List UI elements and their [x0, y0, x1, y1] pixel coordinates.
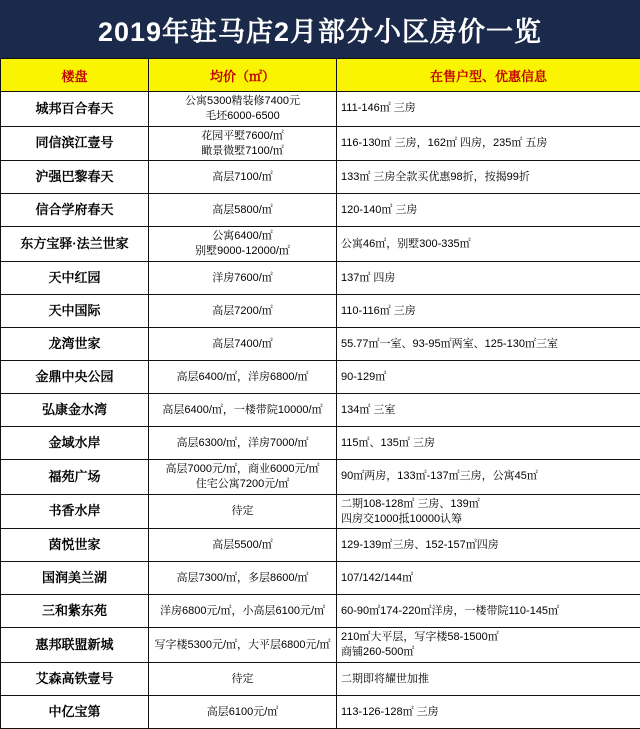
cell-average-price: [149, 92, 337, 127]
cell-average-price-line: 高层6100元/㎡: [153, 705, 332, 720]
cell-average-price-line: 毛坯6000-6500: [153, 109, 332, 124]
cell-unit-info: [337, 494, 640, 529]
cell-unit-info: [337, 161, 640, 194]
cell-average-price: [149, 394, 337, 427]
cell-unit-info-line: 137㎡ 四房: [341, 271, 636, 286]
cell-average-price-line: 高层7200/㎡: [153, 304, 332, 319]
document-title-bar: [0, 0, 640, 58]
table-row: [1, 161, 640, 194]
cell-average-price: [149, 494, 337, 529]
cell-project-name-line: 弘康金水湾: [5, 402, 144, 418]
cell-average-price: [149, 562, 337, 595]
cell-average-price: [149, 427, 337, 460]
cell-average-price: [149, 663, 337, 696]
table-row: [1, 663, 640, 696]
cell-average-price: [149, 262, 337, 295]
cell-average-price: [149, 126, 337, 161]
cell-project-name: [1, 460, 149, 495]
cell-average-price: [149, 529, 337, 562]
cell-unit-info: [337, 663, 640, 696]
cell-project-name: [1, 494, 149, 529]
cell-project-name-line: 艾森高铁壹号: [5, 671, 144, 687]
table-row: [1, 328, 640, 361]
cell-project-name: [1, 194, 149, 227]
table-row: [1, 194, 640, 227]
cell-project-name: [1, 295, 149, 328]
cell-average-price: [149, 161, 337, 194]
cell-average-price-line: 洋房6800元/㎡，小高层6100元/㎡: [153, 604, 332, 619]
cell-project-name: [1, 126, 149, 161]
cell-project-name: [1, 595, 149, 628]
cell-average-price-line: 高层5500/㎡: [153, 538, 332, 553]
cell-unit-info-line: 90㎡两房，133㎡-137㎡三房，公寓45㎡: [341, 469, 636, 484]
table-row: [1, 126, 640, 161]
table-row: [1, 427, 640, 460]
cell-project-name-line: 东方宝驿·法兰世家: [5, 236, 144, 252]
cell-project-name: [1, 227, 149, 262]
cell-unit-info: [337, 295, 640, 328]
cell-unit-info: [337, 361, 640, 394]
cell-average-price-line: 瞰景微墅7100/㎡: [153, 144, 332, 159]
cell-average-price-line: 高层6400/㎡，一楼带院10000/㎡: [153, 403, 332, 418]
cell-project-name: [1, 92, 149, 127]
cell-unit-info: [337, 427, 640, 460]
table-row: [1, 295, 640, 328]
cell-average-price: [149, 227, 337, 262]
cell-project-name-line: 中亿宝第: [5, 704, 144, 720]
cell-unit-info-line: 90-129㎡: [341, 370, 636, 385]
cell-unit-info-line: 四房交1000抵10000认筹: [341, 512, 636, 527]
cell-project-name: [1, 361, 149, 394]
column-header-info: 在售户型、优惠信息: [337, 59, 640, 92]
cell-unit-info-line: 113-126-128㎡ 三房: [341, 705, 636, 720]
table-row: [1, 460, 640, 495]
cell-unit-info-line: 二期即将耀世加推: [341, 672, 636, 687]
cell-average-price-line: 高层7000元/㎡，商业6000元/㎡: [153, 462, 332, 477]
cell-unit-info: [337, 529, 640, 562]
cell-average-price: [149, 328, 337, 361]
cell-project-name-line: 信合学府春天: [5, 202, 144, 218]
cell-average-price-line: 待定: [153, 504, 332, 519]
cell-unit-info: [337, 628, 640, 663]
cell-average-price-line: 公寓6400/㎡: [153, 229, 332, 244]
table-header-row: [1, 59, 640, 92]
cell-project-name-line: 同信滨江壹号: [5, 135, 144, 151]
cell-unit-info-line: 二期108-128㎡ 三房、139㎡: [341, 497, 636, 512]
table-row: [1, 92, 640, 127]
cell-project-name-line: 茵悦世家: [5, 537, 144, 553]
cell-unit-info-line: 210㎡大平层，写字楼58-1500㎡: [341, 630, 636, 645]
cell-average-price-line: 待定: [153, 672, 332, 687]
cell-project-name-line: 天中国际: [5, 303, 144, 319]
table-row: [1, 262, 640, 295]
cell-project-name: [1, 696, 149, 729]
cell-project-name: [1, 562, 149, 595]
cell-project-name: [1, 628, 149, 663]
cell-unit-info-line: 公寓46㎡，别墅300-335㎡: [341, 237, 636, 252]
cell-average-price: [149, 460, 337, 495]
cell-average-price-line: 高层5800/㎡: [153, 203, 332, 218]
cell-average-price-line: 高层7100/㎡: [153, 170, 332, 185]
cell-average-price-line: 住宅公寓7200元/㎡: [153, 477, 332, 492]
cell-project-name-line: 书香水岸: [5, 503, 144, 519]
cell-unit-info-line: 133㎡ 三房全款买优惠98折，按揭99折: [341, 170, 636, 185]
cell-unit-info: [337, 595, 640, 628]
cell-average-price: [149, 628, 337, 663]
cell-average-price-line: 高层7400/㎡: [153, 337, 332, 352]
cell-project-name-line: 沪强巴黎春天: [5, 169, 144, 185]
table-body: [1, 92, 640, 729]
cell-unit-info: [337, 194, 640, 227]
table-row: [1, 696, 640, 729]
cell-project-name: [1, 262, 149, 295]
cell-unit-info: [337, 126, 640, 161]
cell-unit-info-line: 107/142/144㎡: [341, 571, 636, 586]
cell-unit-info: [337, 460, 640, 495]
table-row: [1, 494, 640, 529]
cell-unit-info-line: 129-139㎡三房、152-157㎡四房: [341, 538, 636, 553]
cell-unit-info-line: 115㎡、135㎡ 三房: [341, 436, 636, 451]
cell-project-name-line: 惠邦联盟新城: [5, 637, 144, 653]
cell-unit-info: [337, 227, 640, 262]
table-row: [1, 227, 640, 262]
cell-project-name-line: 三和紫东苑: [5, 603, 144, 619]
cell-average-price: [149, 696, 337, 729]
cell-unit-info: [337, 328, 640, 361]
cell-project-name-line: 金鼎中央公园: [5, 369, 144, 385]
cell-unit-info: [337, 92, 640, 127]
cell-unit-info-line: 134㎡ 三室: [341, 403, 636, 418]
cell-average-price: [149, 295, 337, 328]
cell-project-name-line: 金域水岸: [5, 435, 144, 451]
cell-unit-info-line: 111-146㎡ 三房: [341, 101, 636, 116]
cell-unit-info-line: 60-90㎡174-220㎡洋房，一楼带院110-145㎡: [341, 604, 636, 619]
column-header-price: 均价（㎡）: [149, 59, 337, 92]
cell-average-price-line: 花园平墅7600/㎡: [153, 129, 332, 144]
cell-average-price-line: 洋房7600/㎡: [153, 271, 332, 286]
table-row: [1, 628, 640, 663]
cell-unit-info: [337, 394, 640, 427]
cell-project-name-line: 福苑广场: [5, 469, 144, 485]
cell-project-name-line: 国润美兰湖: [5, 570, 144, 586]
cell-average-price-line: 公寓5300精装修7400元: [153, 94, 332, 109]
cell-unit-info: [337, 562, 640, 595]
cell-unit-info-line: 120-140㎡ 三房: [341, 203, 636, 218]
cell-average-price-line: 高层6400/㎡，洋房6800/㎡: [153, 370, 332, 385]
cell-average-price-line: 高层6300/㎡，洋房7000/㎡: [153, 436, 332, 451]
table-row: [1, 529, 640, 562]
cell-project-name-line: 城邦百合春天: [5, 101, 144, 117]
table-row: [1, 595, 640, 628]
cell-unit-info-line: 116-130㎡ 三房，162㎡ 四房，235㎡ 五房: [341, 136, 636, 151]
cell-unit-info: [337, 262, 640, 295]
column-header-project: 楼盘: [1, 59, 149, 92]
cell-average-price-line: 写字楼5300元/㎡，大平层6800元/㎡: [153, 638, 332, 653]
cell-average-price: [149, 595, 337, 628]
cell-project-name: [1, 328, 149, 361]
housing-price-table: [0, 58, 640, 729]
cell-project-name: [1, 427, 149, 460]
cell-project-name: [1, 529, 149, 562]
page-title: 2019年驻马店2月部分小区房价一览: [98, 10, 542, 49]
cell-project-name-line: 天中红园: [5, 270, 144, 286]
table-row: [1, 361, 640, 394]
cell-unit-info-line: 商铺260-500㎡: [341, 645, 636, 660]
cell-project-name: [1, 394, 149, 427]
cell-average-price-line: 别墅9000-12000/㎡: [153, 244, 332, 259]
table-row: [1, 394, 640, 427]
cell-unit-info-line: 110-116㎡ 三房: [341, 304, 636, 319]
cell-project-name-line: 龙湾世家: [5, 336, 144, 352]
cell-project-name: [1, 161, 149, 194]
cell-average-price: [149, 361, 337, 394]
cell-unit-info: [337, 696, 640, 729]
cell-average-price: [149, 194, 337, 227]
cell-average-price-line: 高层7300/㎡，多层8600/㎡: [153, 571, 332, 586]
cell-unit-info-line: 55.77㎡一室、93-95㎡两室、125-130㎡三室: [341, 337, 636, 352]
table-row: [1, 562, 640, 595]
table-header: [1, 59, 640, 92]
cell-project-name: [1, 663, 149, 696]
